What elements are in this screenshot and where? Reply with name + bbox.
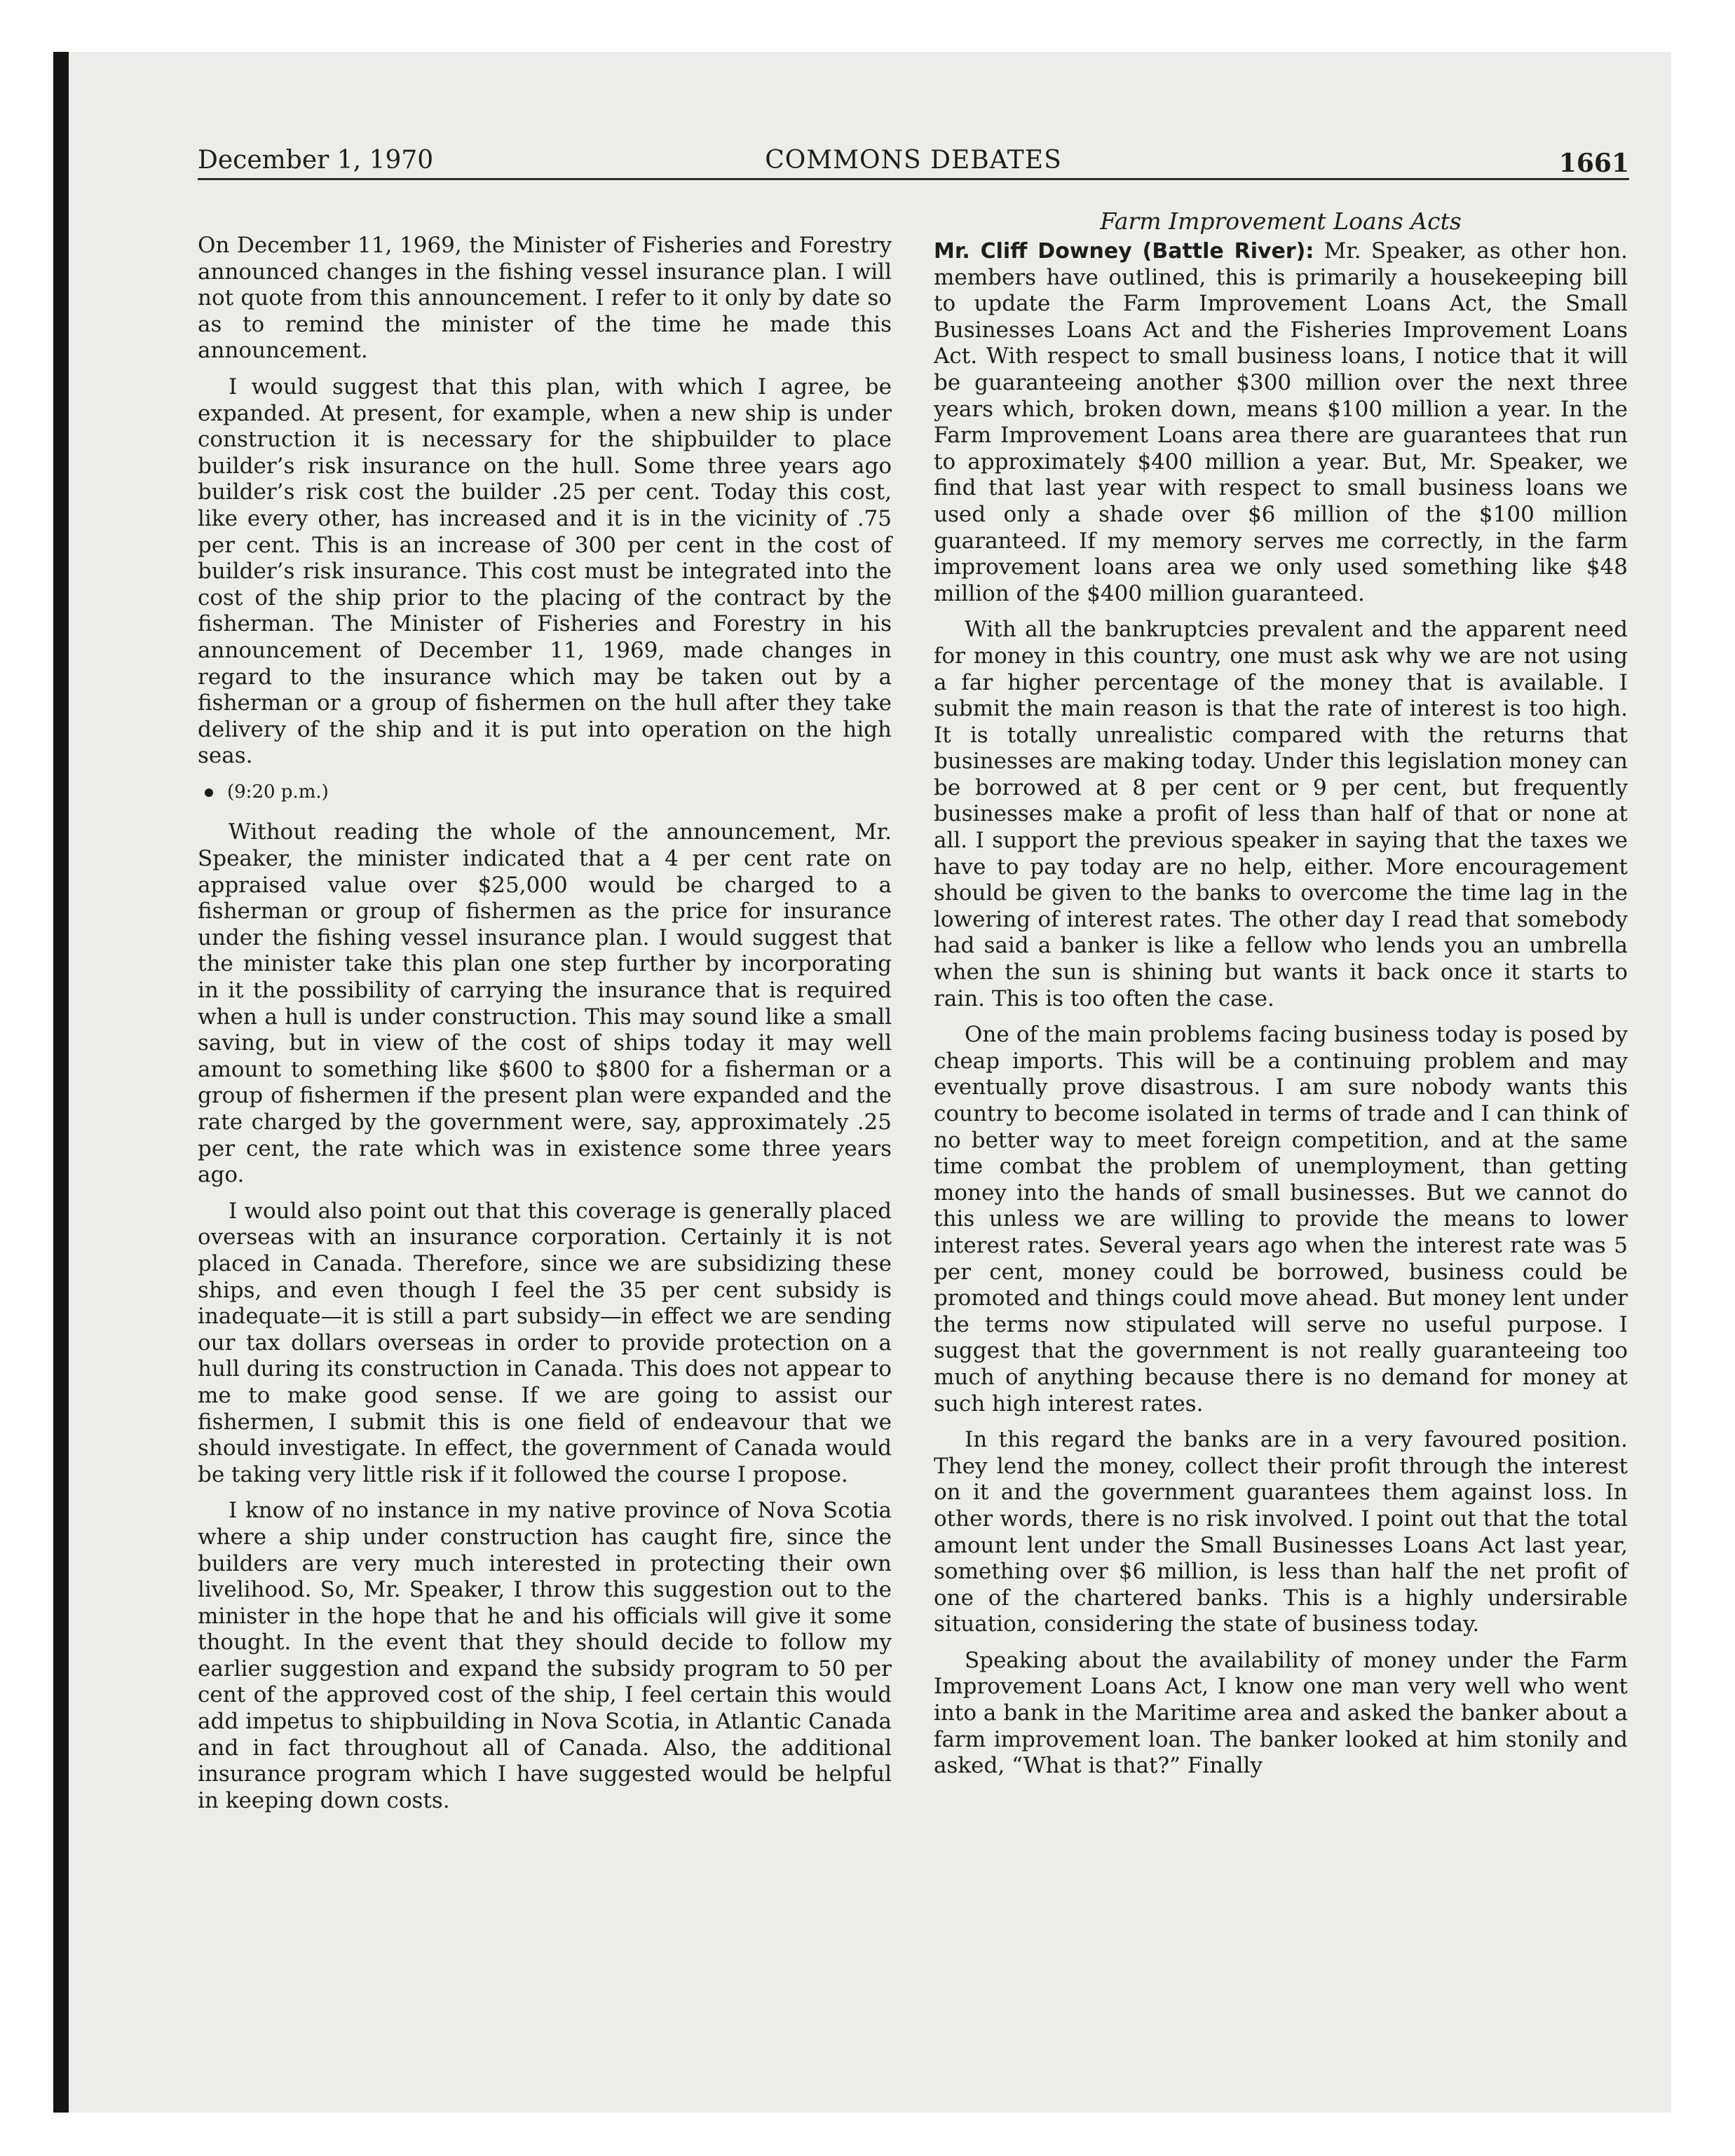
running-head [198,143,1629,180]
paragraph: On December 11, 1969, the Minister of Fisheries and Forestry announced changes in the fishing vessel insurance plan. I will not quote from this announcement. I refer to it only by date so as to remind the minister of the time he made this announcement. [198,233,892,364]
paragraph: I know of no instance in my native province of Nova Scotia where a ship under construction has caught fire, since the builders are very much interested in protecting their own livelihood. So, Mr. Speaker, I throw this suggestion out to the minister in the hope that he and his officials will give it some thought. In the event that they should decide to follow my earlier suggestion and expand the subsidy program to 50 per cent of the approved cost of the ship, I feel certain this would add impetus to shipbuilding in Nova Scotia, in Atlantic Canada and in fact throughout all of Canada. Also, the additional insurance program which I have suggested would be helpful in keeping down costs. [198,1498,892,1813]
paragraph [934,238,1628,607]
paragraph: In this regard the banks are in a very favoured position. They lend the money, collect their profit through the interest on it and the government guarantees them against loss. In other words, there is no risk involved. I point out that the total amount lent under the Small Businesses Loans Act last year, something over $6 million, is less than half the net profit of one of the chartered banks. This is a highly undersirable situation, considering the state of business today. [934,1427,1628,1637]
paragraph: Speaking about the availability of money under the Farm Improvement Loans Act, I know one man very well who went into a bank in the Maritime area and asked the banker about a farm improvement loan. The banker looked at him stonily and asked, “What is that?” Finally [934,1647,1628,1779]
header-title: COMMONS DEBATES [765,146,1062,175]
paragraph: Without reading the whole of the announcement, Mr. Speaker, the minister indicated that a 4 per cent rate on appraised value over $25,000 would be charged to a fisherman or group of fishermen as the price for insurance under the fishing vessel insurance plan. I would suggest that the minister take this plan one step further by incorporating in it the possibility of carrying the insurance that is required when a hull is under construction. This may sound like a small saving, but in view of the cost of ships today it may well amount to something like $600 to $800 for a fisherman or a group of fishermen if the present plan were expanded and the rate charged by the government were, say, approximately .25 per cent, the rate which was in existence some three years ago. [198,819,892,1188]
paragraph-text: Mr. Speaker, as other hon. members have outlined, this is primarily a housekeeping bill to update the Farm Improvement Loans Act, the Small Businesses Loans Act and the Fisheries Improvement Loans Act. With respect to small business loans, I notice that it will be guaranteeing another $300 million over the next three years which, broken down, means $100 million a year. In the Farm Improvement Loans area there are guarantees that run to approximately $400 million a year. But, Mr. Speaker, we find that last year with respect to small business loans we used only a shade over $6 million of the $100 million guaranteed. If my memory serves me correctly, in the farm improvement loans area we only used something like $48 million of the $400 million guaranteed. [934,238,1628,606]
scan-border [53,52,69,2113]
speaker-name: Mr. Cliff Downey (Battle River): [934,239,1314,264]
paragraph: With all the bankruptcies prevalent and the apparent need for money in this country, one must ask why we are not using a far higher percentage of the money that is available. I submit the main reason is that the rate of interest is too high. It is totally unrealistic compared with the returns that businesses are making today. Under this legislation money can be borrowed at 8 per cent or 9 per cent, but frequently businesses make a profit of less than half of that or none at all. I support the previous speaker in saying that the taxes we have to pay today are no help, either. More encouragement should be given to the banks to overcome the time lag in the lowering of interest rates. The other day I read that somebody had said a banker is like a fellow who lends you an umbrella when the sun is shining but wants it back once it starts to rain. This is too often the case. [934,617,1628,1011]
paragraph: I would suggest that this plan, with which I agree, be expanded. At present, for example, when a new ship is under construction it is necessary for the shipbuilder to place builder’s risk insurance on the hull. Some three years ago builder’s risk cost the builder .25 per cent. Today this cost, like every other, has increased and it is in the vicinity of .75 per cent. This is an increase of 300 per cent in the cost of builder’s risk insurance. This cost must be integrated into the cost of the ship prior to the placing of the contract by the fisherman. The Minister of Fisheries and Forestry in his announcement of December 11, 1969, made changes in regard to the insurance which may be taken out by a fisherman or a group of fishermen on the hull after they take delivery of the ship and it is put into operation on the high seas. [198,374,892,769]
right-column [934,207,1628,1789]
bullet-icon [205,789,213,797]
left-column [198,233,892,1824]
section-title: Farm Improvement Loans Acts [1100,207,1462,235]
page-number: 1661 [1558,149,1629,178]
time-marker [205,779,892,806]
paragraph: One of the main problems facing business today is posed by cheap imports. This will be a continuing problem and may eventually prove disastrous. I am sure nobody wants this country to become isolated in terms of trade and I can think of no better way to meet foreign competition, and at the same time combat the problem of unemployment, than getting money into the hands of small businesses. But we cannot do this unless we are willing to provide the means to lower interest rates. Several years ago when the interest rate was 5 per cent, money could be borrowed, business could be promoted and things could move ahead. But money lent under the terms now stipulated will serve no useful purpose. I suggest that the government is not really guaranteeing too much of anything because there is no demand for money at such high interest rates. [934,1022,1628,1417]
time-mark-text: (9:20 p.m.) [227,781,329,803]
paragraph: I would also point out that this coverage is generally placed overseas with an insurance corporation. Certainly it is not placed in Canada. Therefore, since we are subsidizing these ships, and even though I feel the 35 per cent subsidy is inadequate—it is still a part subsidy—in effect we are sending our tax dollars overseas in order to provide protection on a hull during its construction in Canada. This does not appear to me to make good sense. If we are going to assist our fishermen, I submit this is one field of endeavour that we should investigate. In effect, the government of Canada would be taking very little risk if it followed the course I propose. [198,1198,892,1487]
header-date: December 1, 1970 [198,146,434,175]
